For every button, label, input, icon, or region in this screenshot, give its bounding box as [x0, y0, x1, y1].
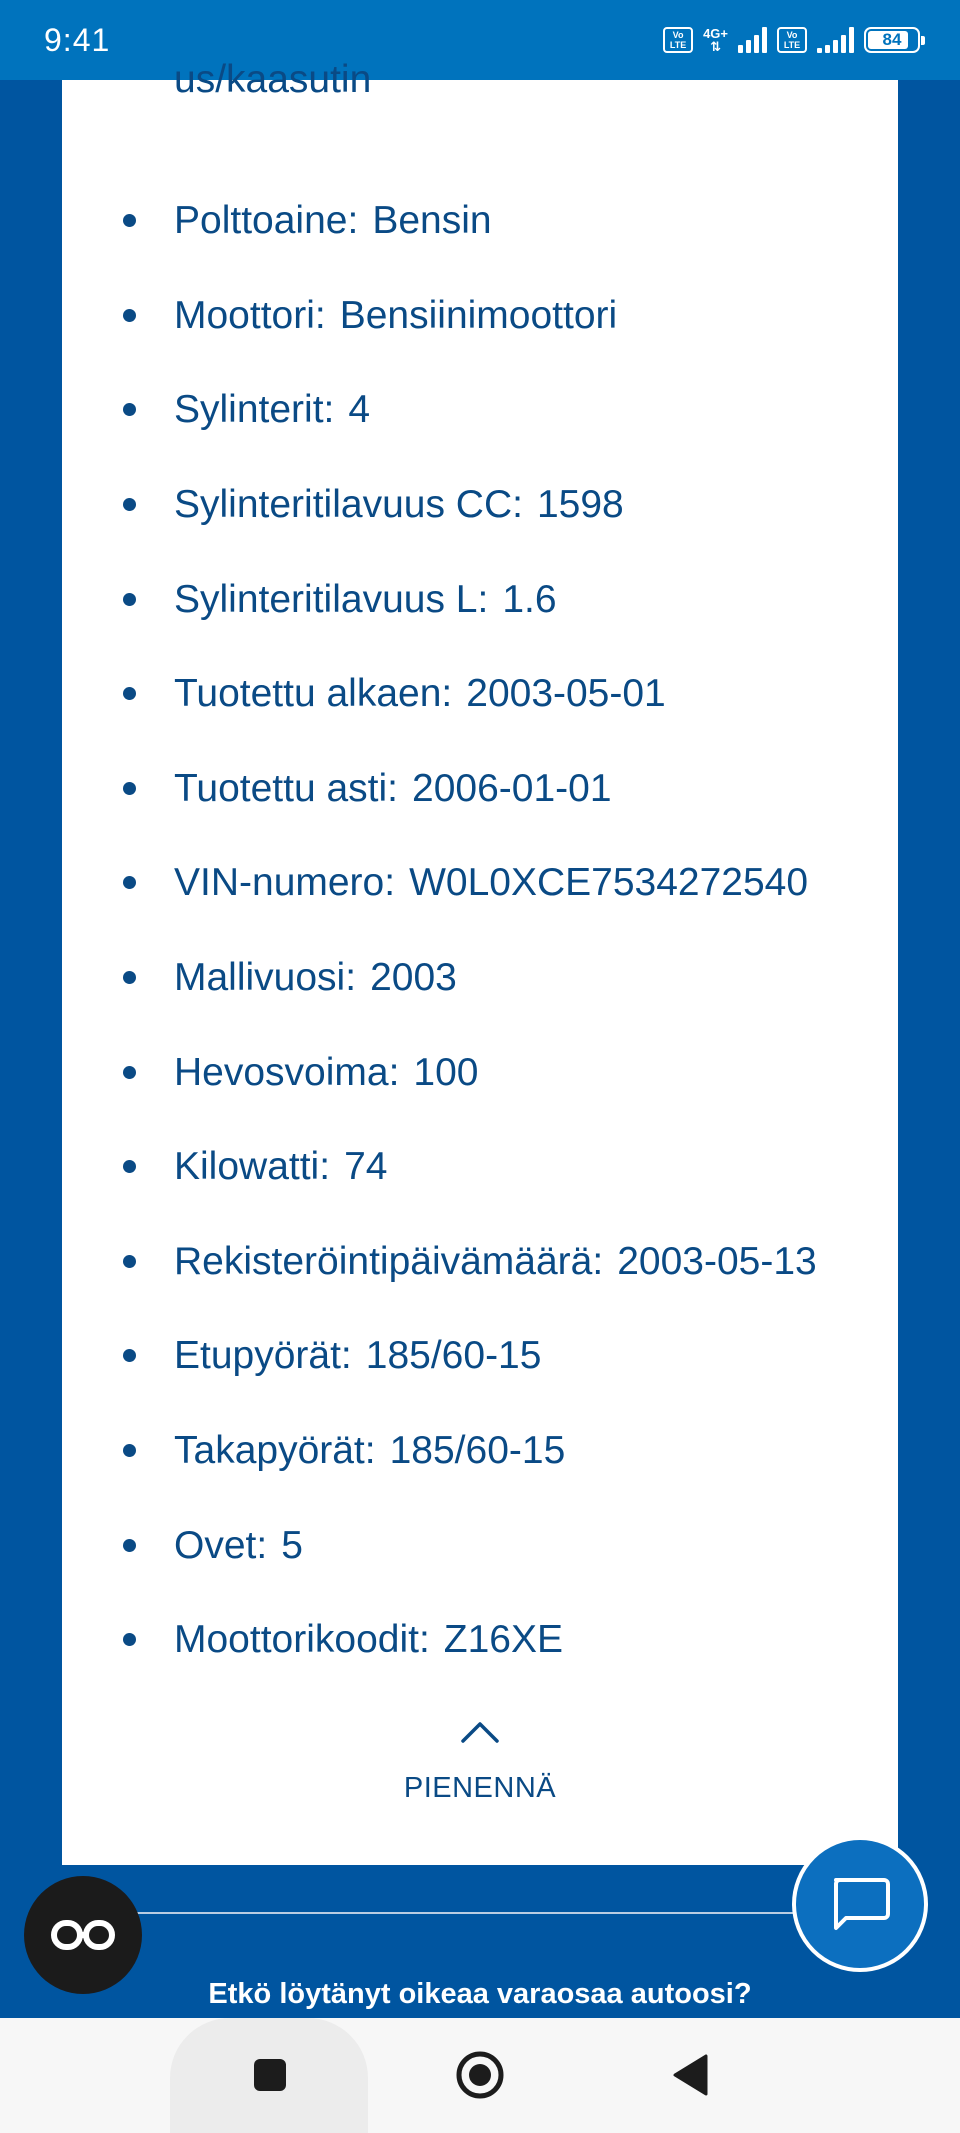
spec-item	[62, 1120, 898, 1215]
battery-level: 84	[882, 30, 902, 49]
spec-item	[62, 1498, 898, 1593]
cut-off-text: us/kaasutin	[174, 58, 372, 101]
spec-value: 185/60-15	[389, 1429, 566, 1473]
spec-value: 2003-05-01	[466, 672, 666, 716]
spec-value: 74	[344, 1145, 388, 1189]
accessibility-button[interactable]	[24, 1876, 142, 1994]
collapse-control[interactable]	[62, 1720, 898, 1805]
spec-label: Moottorikoodit:	[174, 1618, 430, 1662]
chat-button[interactable]	[792, 1836, 928, 1972]
spec-label: Tuotettu asti:	[174, 766, 399, 810]
bullet-icon	[123, 1539, 136, 1552]
chat-bubble-icon	[830, 1876, 890, 1932]
spec-label: Tuotettu alkaen:	[174, 672, 453, 716]
spec-item	[62, 1025, 898, 1120]
spec-label: Polttoaine:	[174, 199, 359, 243]
recents-button[interactable]	[230, 2040, 310, 2110]
bullet-icon	[123, 309, 136, 322]
spec-value: W0L0XCE7534272540	[409, 861, 809, 905]
spec-label: Moottori:	[174, 293, 326, 337]
signal-icon-1	[738, 27, 767, 53]
spec-value: Bensin	[372, 199, 492, 243]
spec-item	[62, 1215, 898, 1310]
chevron-up-icon[interactable]	[460, 1720, 500, 1750]
network-type-icon: 4G+ ⇅	[703, 26, 728, 54]
spec-value: 1.6	[502, 577, 557, 621]
spec-value: 5	[281, 1523, 303, 1567]
collapse-button[interactable]: PIENENNÄ	[403, 1772, 557, 1804]
status-icons	[663, 27, 920, 53]
battery-icon	[864, 27, 920, 53]
spec-value: 2003-05-13	[617, 1239, 817, 1283]
volte-icon: Vo LTE	[663, 27, 693, 53]
spec-item	[62, 742, 898, 837]
bullet-icon	[123, 1160, 136, 1173]
spec-value: Z16XE	[443, 1618, 564, 1662]
spec-label: Kilowatti:	[174, 1145, 331, 1189]
spec-value: 100	[413, 1050, 479, 1094]
bullet-icon	[123, 876, 136, 889]
spec-label: VIN-numero:	[174, 861, 396, 905]
spec-label: Hevosvoima:	[174, 1050, 400, 1094]
spec-label: Takapyörät:	[174, 1429, 376, 1473]
spec-item	[62, 552, 898, 647]
not-found-prompt: Etkö löytänyt oikeaa varaosaa autoosi?	[208, 1978, 752, 2010]
bullet-icon	[123, 1444, 136, 1457]
spec-item	[62, 647, 898, 742]
square-icon	[252, 2057, 288, 2093]
system-nav-bar	[0, 2018, 960, 2133]
bullet-icon	[123, 214, 136, 227]
spec-label: Etupyörät:	[174, 1334, 352, 1378]
spec-item	[62, 363, 898, 458]
bullet-icon	[123, 593, 136, 606]
bullet-icon	[123, 1349, 136, 1362]
bullet-icon	[123, 782, 136, 795]
vehicle-specs-card	[62, 58, 898, 1865]
spec-label: Sylinteritilavuus L:	[174, 577, 489, 621]
bullet-icon	[123, 1066, 136, 1079]
spec-label: Sylinterit:	[174, 388, 335, 432]
spec-item	[62, 1404, 898, 1499]
status-bar	[0, 0, 960, 80]
spec-item	[62, 1309, 898, 1404]
spec-value: 185/60-15	[365, 1334, 542, 1378]
home-circle-icon	[455, 2050, 505, 2100]
bullet-icon	[123, 971, 136, 984]
divider	[135, 1912, 825, 1914]
back-triangle-icon	[670, 2053, 710, 2097]
spec-item	[62, 1593, 898, 1688]
bullet-icon	[123, 403, 136, 416]
status-time: 9:41	[44, 21, 111, 58]
spec-label: Sylinteritilavuus CC:	[174, 483, 523, 527]
bullet-icon	[123, 1255, 136, 1268]
spec-item	[62, 174, 898, 269]
back-button[interactable]	[650, 2040, 730, 2110]
spec-value: 4	[348, 388, 371, 432]
bullet-icon	[123, 1633, 136, 1646]
spec-list	[62, 174, 898, 1688]
volte-icon-2: Vo LTE	[777, 27, 807, 53]
bullet-icon	[123, 498, 136, 511]
glasses-icon	[51, 1918, 115, 1952]
spec-label: Mallivuosi:	[174, 956, 357, 1000]
spec-label: Ovet:	[174, 1523, 268, 1567]
spec-value: 2006-01-01	[412, 766, 612, 810]
spec-item	[62, 931, 898, 1026]
spec-value: Bensiinimoottori	[339, 293, 618, 337]
home-button[interactable]	[440, 2040, 520, 2110]
spec-item	[62, 458, 898, 553]
spec-value: 1598	[536, 483, 624, 527]
bullet-icon	[123, 687, 136, 700]
spec-item	[62, 836, 898, 931]
spec-label: Rekisteröintipäivämäärä:	[174, 1239, 604, 1283]
signal-icon-2	[817, 27, 854, 53]
spec-item	[62, 269, 898, 364]
spec-value: 2003	[370, 956, 457, 1000]
